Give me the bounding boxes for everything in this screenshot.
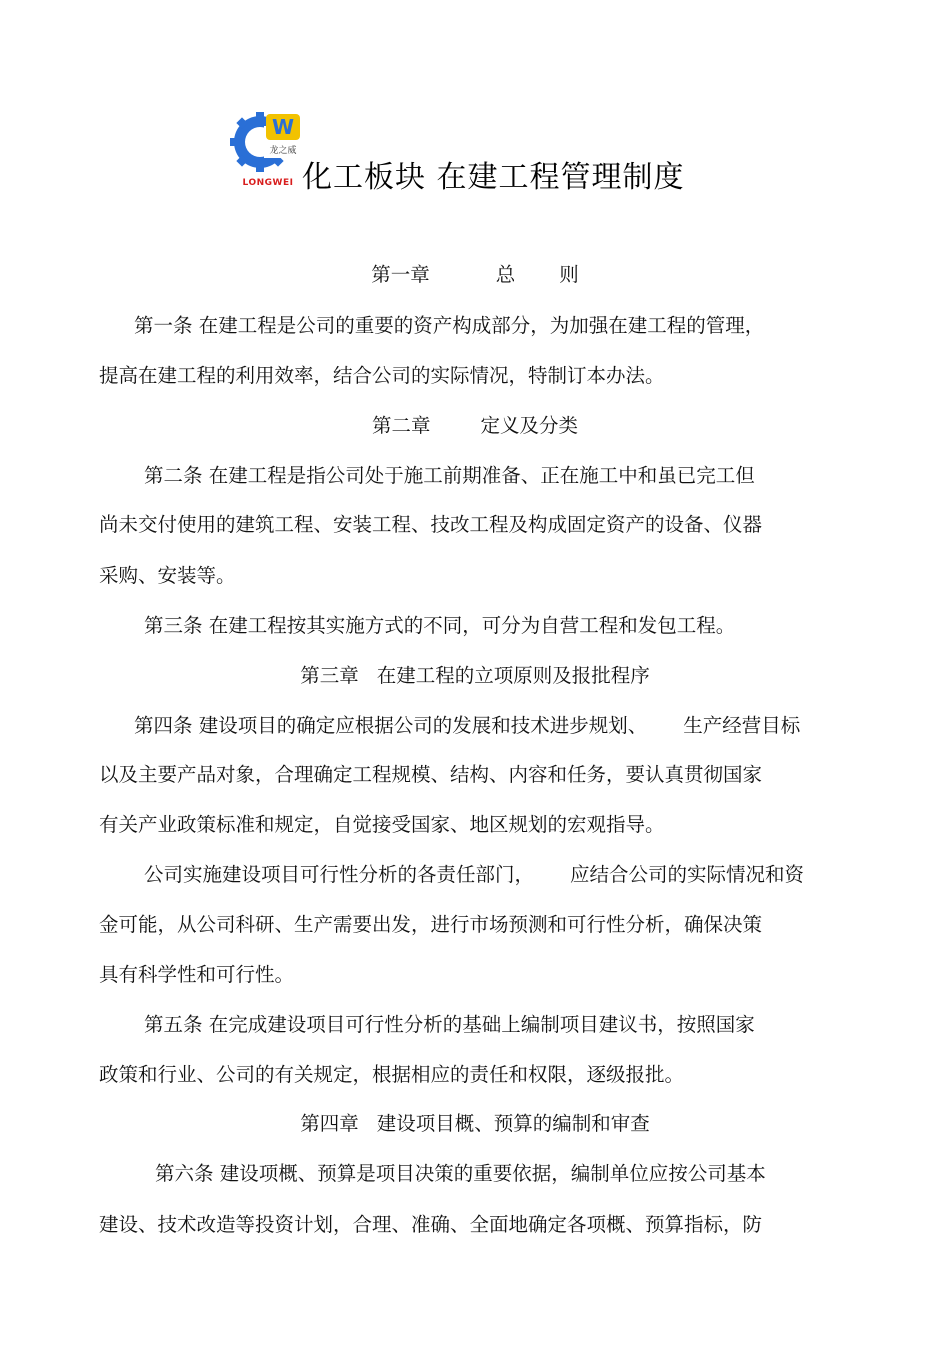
article-2-line-2: 尚未交付使用的建筑工程、安装工程、技改工程及构成固定资产的设备、仪器: [99, 513, 763, 536]
article-2-line-3: 采购、安装等。: [99, 564, 236, 587]
svg-text:W: W: [271, 115, 295, 139]
company-logo: [228, 108, 304, 188]
article-1-line-2: 提高在建工程的利用效率，结合公司的实际情况，特制订本办法。: [99, 364, 665, 387]
article-4-line-1-part-b: 生产经营目标: [683, 714, 801, 737]
feasibility-para-line-1: [144, 862, 804, 888]
article-4-line-1-part-a: 第四条 建设项目的确定应根据公司的发展和技术进步规划、: [134, 714, 648, 737]
article-6-line-1: 第六条 建设项概、预算是项目决策的重要依据，编制单位应按公司基本: [155, 1162, 766, 1185]
chapter-title-part: 总: [495, 263, 516, 286]
chapter-title: 在建工程的立项原则及报批程序: [376, 664, 650, 687]
feasibility-para-part-a: 公司实施建设项目可行性分析的各责任部门，: [144, 863, 535, 886]
document-title: 化工板块 在建工程管理制度: [302, 160, 685, 195]
article-5-line-2: 政策和行业、公司的有关规定，根据相应的责任和权限，逐级报批。: [99, 1063, 685, 1086]
article-2-line-1: 第二条 在建工程是指公司处于施工前期准备、正在施工中和虽已完工但: [144, 464, 755, 487]
chapter-title: 定义及分类: [480, 414, 579, 437]
gear-logo-icon: [228, 108, 304, 180]
chapter-number: 第三章: [300, 664, 359, 687]
chapter-number: 第二章: [371, 414, 431, 437]
chapter-number: 第四章: [300, 1112, 359, 1135]
feasibility-para-line-2: 金可能，从公司科研、生产需要出发，进行市场预测和可行性分析，确保决策: [99, 913, 763, 936]
article-4-line-3: 有关产业政策标准和规定，自觉接受国家、地区规划的宏观指导。: [99, 813, 665, 836]
article-6-line-2: 建设、技术改造等投资计划，合理、准确、全面地确定各项概、预算指标，防: [99, 1213, 763, 1236]
article-1-line-1: 第一条 在建工程是公司的重要的资产构成部分，为加强在建工程的管理，: [134, 314, 765, 337]
chapter-1-heading: [0, 262, 950, 288]
chapter-title: 建设项目概、预算的编制和审查: [376, 1112, 650, 1135]
article-4-line-1: [134, 713, 800, 739]
logo-brand-text: LONGWEI: [242, 178, 294, 188]
chapter-2-heading: [0, 413, 950, 439]
feasibility-para-line-3: 具有科学性和可行性。: [99, 963, 295, 986]
article-3-line-1: 第三条 在建工程按其实施方式的不同，可分为自营工程和发包工程。: [144, 614, 736, 637]
chapter-3-heading: [0, 663, 950, 689]
chapter-number: 第一章: [371, 263, 430, 286]
chapter-4-heading: [0, 1111, 950, 1137]
article-4-line-2: 以及主要产品对象，合理确定工程规模、结构、内容和任务，要认真贯彻国家: [99, 763, 763, 786]
chapter-title-part: 则: [559, 263, 579, 286]
feasibility-para-part-b: 应结合公司的实际情况和资: [570, 863, 805, 886]
article-5-line-1: 第五条 在完成建设项目可行性分析的基础上编制项目建议书，按照国家: [144, 1013, 755, 1036]
svg-text:龙之威: 龙之威: [269, 146, 297, 156]
